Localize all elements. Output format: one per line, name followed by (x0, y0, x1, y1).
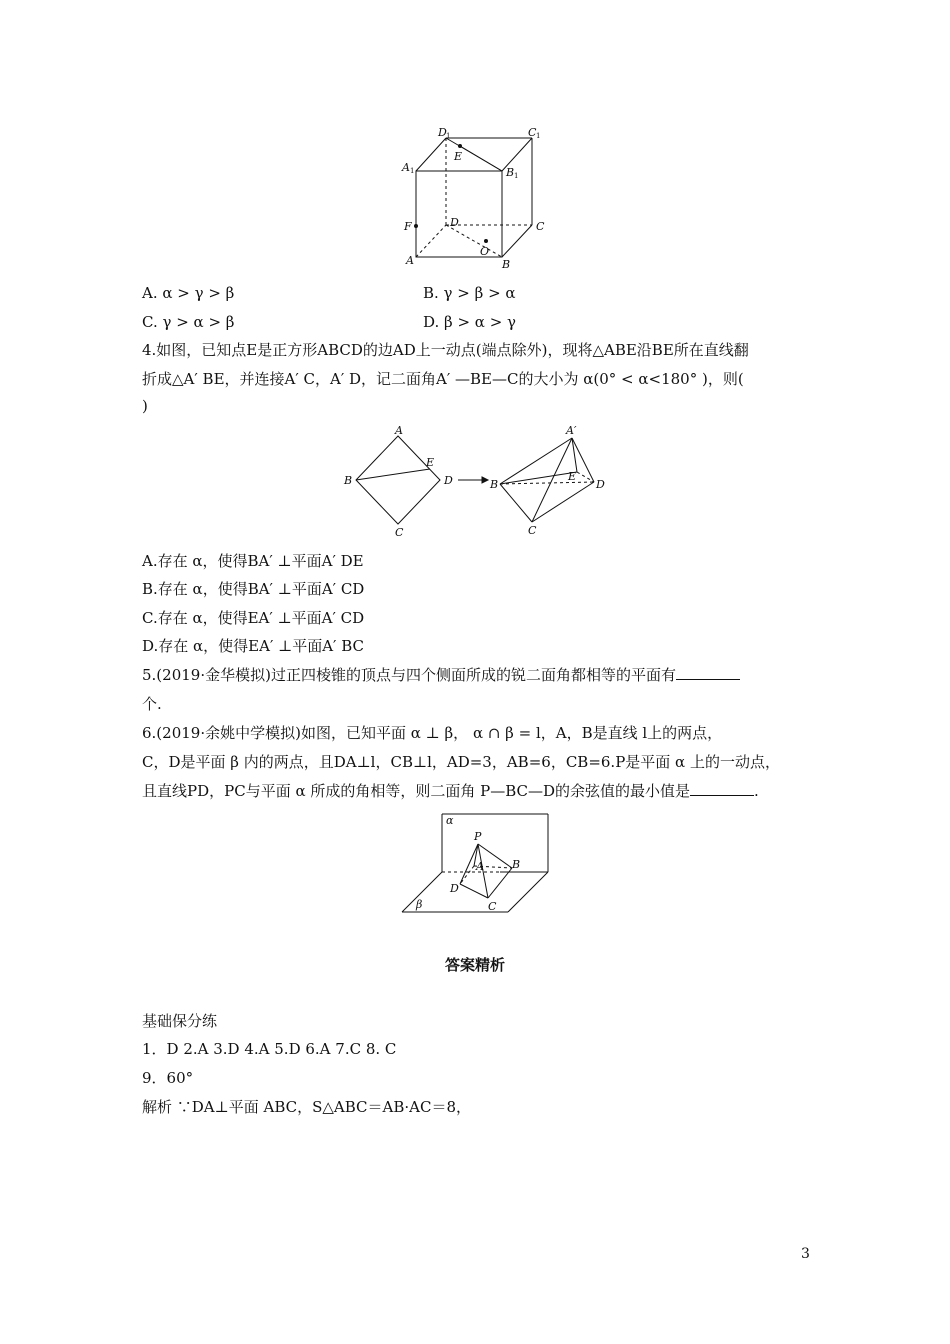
q4-line-3: ) (142, 397, 148, 415)
q5-line-1 (142, 665, 740, 685)
q5-text: 5.(2019·金华模拟)过正四棱锥的顶点与四个侧面所成的锐二面角都相等的平面有 (142, 666, 676, 684)
answers-line-3: 解析 ∵DA⊥平面 ABC，S△ABC＝AB·AC＝8， (142, 1098, 472, 1116)
label-P: P (474, 830, 482, 843)
left-label-E: E (426, 456, 435, 469)
right-label-D: D (596, 478, 605, 491)
q6-text: 且直线PD，PC与平面 α 所成的角相等，则二面角 P—BC—D的余弦值的最小值是 (142, 782, 691, 800)
label-alpha: α (446, 814, 454, 827)
sub-C1: 1 (536, 132, 541, 140)
label-beta: β (416, 898, 423, 911)
label-C: C (536, 220, 545, 233)
left-label-A: A (395, 424, 403, 437)
label-B: B (502, 258, 511, 271)
label-C: C (488, 900, 497, 913)
label-D: D (450, 882, 459, 895)
q4-option-c: C.存在 α，使得EA′ ⊥平面A′ CD (142, 609, 365, 627)
right-label-C: C (528, 524, 537, 537)
label-A1: A (402, 161, 410, 174)
label-O: O (480, 245, 490, 258)
q4-line-2: 折成△A′ BE，并连接A′ C，A′ D，记二面角A′ —BE—C的大小为 α(0° < α<180° )，则( (142, 370, 744, 388)
q6-line-3 (142, 781, 759, 801)
cube-figure (400, 124, 560, 274)
left-label-C: C (395, 526, 404, 539)
left-label-B: B (344, 474, 353, 487)
q6-period: . (754, 782, 759, 800)
answers-line-1: 1．D 2.A 3.D 4.A 5.D 6.A 7.C 8. C (142, 1040, 397, 1058)
answer-blank (690, 781, 754, 796)
q3-option-b: B. γ > β > α (423, 284, 516, 302)
q4-option-d: D.存在 α，使得EA′ ⊥平面A′ BC (142, 637, 365, 655)
q3-option-c: C. γ > α > β (142, 313, 235, 331)
right-label-E: E (568, 470, 577, 483)
label-B: B (512, 858, 521, 871)
planes-figure (396, 810, 560, 916)
q6-line-1: 6.(2019·余姚中学模拟)如图，已知平面 α ⊥ β， α ∩ β = l，A，B是直线 l上的两点， (142, 724, 723, 742)
q5-line-2: 个. (142, 695, 162, 713)
answers-section: 基础保分练 (142, 1012, 218, 1030)
label-F: F (404, 220, 412, 233)
label-C1: C (528, 126, 537, 139)
label-D: D (450, 216, 459, 229)
answers-title: 答案精析 (444, 956, 505, 974)
q3-option-a: A. α > γ > β (142, 284, 235, 302)
label-B1: B (506, 166, 515, 179)
sub-D1: 1 (446, 132, 451, 140)
label-A: A (476, 860, 484, 873)
fold-figure (340, 424, 610, 540)
q6-line-2: C，D是平面 β 内的两点，且DA⊥l，CB⊥l，AD=3，AB=6，CB=6.P是平面 α 上的一动点， (142, 753, 780, 771)
q4-line-1: 4.如图，已知点E是正方形ABCD的边AD上一动点(端点除外)，现将△ABE沿BE所在直线翻 (142, 341, 749, 359)
answers-line-2: 9．60° (142, 1069, 194, 1087)
q4-option-b: B.存在 α，使得BA′ ⊥平面A′ CD (142, 580, 365, 598)
left-label-D: D (444, 474, 453, 487)
q4-option-a: A.存在 α，使得BA′ ⊥平面A′ DE (142, 552, 364, 570)
q3-option-d: D. β > α > γ (423, 313, 517, 331)
right-label-B: B (490, 478, 499, 491)
label-A: A (406, 254, 414, 267)
page-number: 3 (801, 1246, 810, 1262)
label-E: E (454, 150, 463, 163)
sub-B1: 1 (514, 172, 519, 180)
label-D1: D (438, 126, 447, 139)
sub-A1: 1 (410, 167, 415, 175)
right-label-A: A′ (566, 424, 577, 437)
answer-blank (676, 665, 740, 680)
